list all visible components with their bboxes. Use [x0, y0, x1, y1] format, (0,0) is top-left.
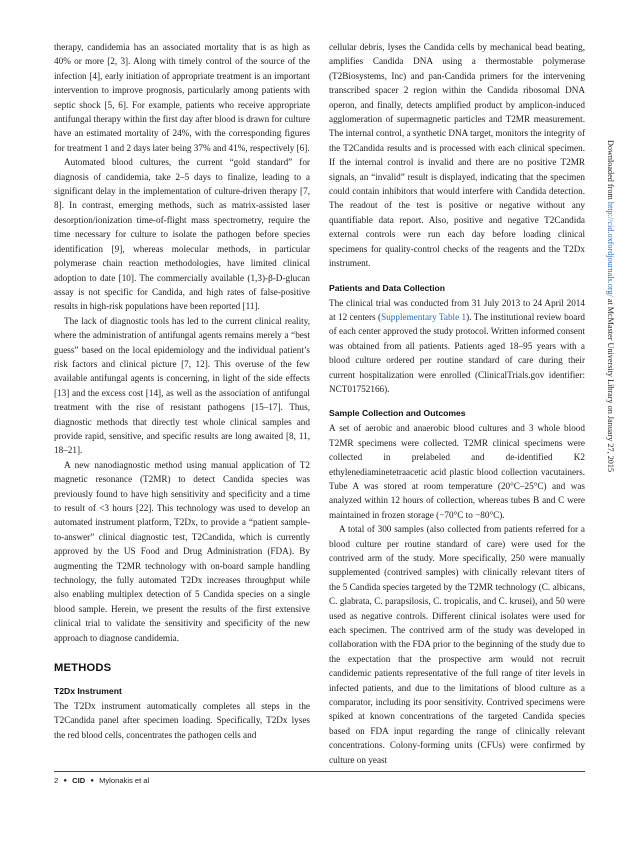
samples-paragraph: A set of aerobic and anaerobic blood cultures and 3 whole blood T2MR specimens were collected. T2MR clinical specimens were collected in prelabeled and de-identified K2 ethylenediaminetetraacetic acid plastic blood collection vacutainers. Tube A was stored at room temperature (20°C–25°C) and was analyzed within 12 hours of collection, whereas tubes B and C were maintained in frozen storage (−70°C to −80°C). [329, 423, 585, 520]
right-column [329, 40, 585, 767]
download-suffix: at McMaster University Library on January 27, 2015 [606, 296, 615, 473]
body-paragraph: Automated blood cultures, the current “gold standard” for diagnosis of candidemia, take 2–5 days to finalize, leading to a significant delay in the implementation of culture-driven therapy [7, 8]. In contrast, emerging methods, such as matrix-assisted laser desorption/ionization time-of-flight mass spectrometry, require the time necessary for culture to isolate the pathogen before species identification [9], whereas molecular methods, in particular polymerase chain reaction methodologies, have limited clinical adoption to date [10]. The commercially available (1,3)-β-D-glucan assay is not specific for Candida, and high rates of false-positive results in high-risk populations have been reported [11]. [54, 157, 310, 312]
patients-text-cont: ). The institutional review board of each center approved the study protocol. Written informed consent was obtained from all patients. Patients aged 18–95 years with a blood culture ordered per routine standard of care during their current hospitalization were enrolled (ClinicalTrials.gov identifier: NCT01752166). [329, 311, 585, 394]
left-column [54, 40, 310, 742]
patients-text: The clinical trial was conducted from 31 July 2013 to 24 April 2014 at 12 centers ( [329, 297, 585, 322]
download-prefix: Downloaded from [606, 140, 615, 202]
footer-rule [54, 771, 585, 772]
samples-paragraph-2: A total of 300 samples (also collected from patients referred for a blood culture per routine standard of care) were used for the contrived arm of the study. More specifically, 250 were manually supplemented (contrived samples) with clinically relevant titers of the 5 Candida species targeted by the T2MR technology (C. albicans, C. glabrata, C. parapsilosis, C. tropicalis, and C. krusei), and 50 were used as negative controls. Different clinical isolates were used for each specimen. The contrived arm of the study was developed in collaboration with the FDA prior to the beginning of the study due to the expectation that the prospective arm would not recruit candidemic patients representative of the full range of titer levels in infected patients, and due to the limitations of blood culture as a comparator, including its poor sensitivity. Contrived specimens were spiked at known concentrations of the targeted Candida species based on FDA input regarding the range of clinically relevant concentrations. Colony-forming units (CFUs) were confirmed by culture on yeast [329, 524, 585, 765]
journal-name: CID [72, 776, 86, 785]
download-notice [606, 140, 615, 472]
patients-subheading: Patients and Data Collection [329, 282, 446, 293]
methods-heading: METHODS [54, 662, 112, 675]
body-paragraph: The lack of diagnostic tools has led to the current clinical reality, where the administration of antifungal agents remains merely a “best guess” based on the local epidemiology and the individual patient’s risk factors and clinical picture [7, 12]. This overuse of the few available antifungal agents is concerning, in light of the side effects [13] and the excess cost [14], as well as the association of antifungal treatment with the rise of resistant pathogens [15–17]. Thus, diagnostic methods that directly test whole clinical samples and provide rapid, sensitive, and specific results are long awaited [8, 11, 18–21]. [54, 315, 310, 456]
journal-url-link[interactable]: http://cid.oxfordjournals.org/ [606, 201, 615, 297]
samples-subheading: Sample Collection and Outcomes [329, 408, 466, 419]
instrument-paragraph: The T2Dx instrument automatically completes all steps in the T2Candida panel after specimen loading. Specifically, T2Dx lyses the red blood cells, concentrates the pathogen cells and [54, 701, 310, 740]
instrument-subheading: T2Dx Instrument [54, 686, 122, 697]
bullet-icon: ● [90, 778, 94, 784]
page-footer [54, 776, 149, 785]
patients-paragraph [329, 296, 585, 397]
body-paragraph: A new nanodiagnostic method using manual application of T2 magnetic resonance (T2MR) to detect Candida species was previously found to have high sensitivity and specificity and a time to result of <3 hours [22]. This technology was used to develop an automated instrument platform, T2Dx, to provide a “patient sample-to-answer” clinical diagnostic test, T2Candida, which is currently approved by the US Food and Drug Administration (FDA). By augmenting the T2MR technology with on-board sample handling technology, the fully automated T2Dx increases throughput while also enabling multiplex detection of 5 Candida species on a single blood sample. Herein, we present the results of the first extensive clinical trial to validate the sensitivity and specificity of the new approach to diagnose candidemia. [54, 459, 310, 643]
body-paragraph: cellular debris, lyses the Candida cells by mechanical bead beating, amplifies Candida DNA using a thermostable polymerase (T2Biosystems, Inc) and pan-Candida primers for the intervening transcribed spacer 2 region within the Candida ribosomal DNA operon, and finally, detects amplified product by amplicon-induced agglomeration of supermagnetic particles and T2MR measurement. The internal control, a synthetic DNA target, monitors the integrity of the T2Candida results and is processed with each clinical specimen. If the internal control is invalid and there are no positive T2MR signals, an “invalid” result is displayed, indicating that the specimen could contain inhibitors that would interfere with Candida detection. The readout of the test is positive or negative without any quantifiable data report. Also, positive and negative T2Candida external controls were run each day before loading clinical specimens for quality-control checks of the reagents and the T2Dx instrument. [329, 42, 585, 269]
author-running-head: Mylonakis et al [99, 776, 150, 785]
bullet-icon: ● [63, 778, 67, 784]
supplementary-table-link[interactable]: Supplementary Table 1 [381, 311, 467, 322]
body-paragraph: therapy, candidemia has an associated mortality that is as high as 40% or more [2, 3]. Along with timely control of the source of the infection [4], early initiation of appropriate treatment is an important intervention to improve prognosis, particularly among patients with septic shock [5, 6]. For example, patients who receive appropriate antifungal therapy within the first day after blood is drawn for culture have an estimated mortality of 24%, with the corresponding figures for treatment 1 and 2 days later being 37% and 41%, respectively [6]. [54, 42, 310, 153]
download-sidebar [606, 140, 625, 620]
page-number: 2 [54, 776, 59, 785]
